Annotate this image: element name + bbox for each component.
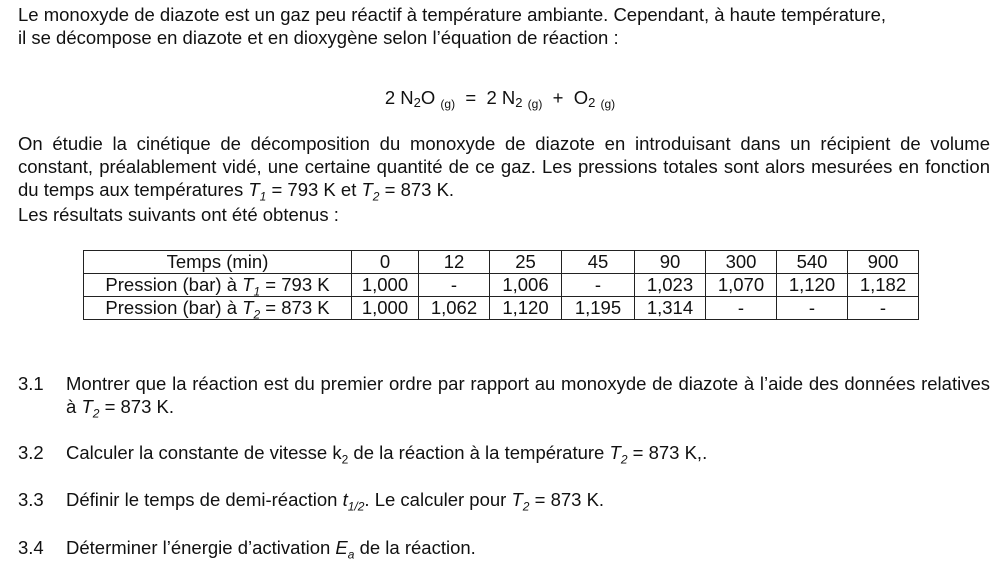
t1-value: = 793 K et [266, 179, 362, 200]
row-label-sub: 2 [253, 307, 261, 322]
pressure-cell: - [848, 297, 919, 320]
pressure-cell: - [706, 297, 777, 320]
eq-state-2: (g) [527, 97, 543, 111]
row-label-sub: 1 [253, 284, 261, 299]
question-symbol-sub: 1/2 [347, 499, 365, 514]
question-symbol: T [511, 489, 523, 510]
pressure-cell: 1,023 [635, 274, 706, 297]
pressure-cell: - [419, 274, 490, 297]
time-cell: 300 [706, 251, 777, 274]
question-number: 3.3 [18, 489, 44, 510]
question-text-part: Déterminer l’énergie d’activation [66, 537, 336, 558]
question-text-part: Définir le temps de demi-réaction [66, 489, 343, 510]
pressure-cell: 1,070 [706, 274, 777, 297]
question-symbol-sub: 2 [92, 406, 100, 421]
reaction-equation [0, 86, 1000, 116]
eq-state-1: (g) [440, 97, 456, 111]
table-header-row [84, 251, 919, 274]
question-text [66, 488, 990, 514]
time-cell: 25 [490, 251, 562, 274]
eq-reactant-sub: 2 [413, 95, 421, 110]
time-cell: 90 [635, 251, 706, 274]
eq-state-3: (g) [600, 97, 616, 111]
study-paragraph [18, 132, 990, 204]
intro-paragraph [18, 3, 990, 49]
rate-constant-sub: 2 [341, 452, 349, 467]
question-symbol: T [609, 442, 621, 463]
row-label-prefix: Pression (bar) à [105, 297, 243, 318]
t1-sub: 1 [259, 189, 267, 204]
pressure-cell: 1,000 [352, 274, 419, 297]
time-cell: 12 [419, 251, 490, 274]
header-label: Temps (min) [84, 251, 352, 274]
question-symbol-sub: 2 [620, 452, 628, 467]
row-label-suffix: = 793 K [260, 274, 330, 295]
question-text-part: de la réaction. [354, 537, 476, 558]
row-label-suffix: = 873 K [260, 297, 330, 318]
question-text [66, 372, 990, 421]
time-cell: 0 [352, 251, 419, 274]
question-text-part: de la réaction à la température [348, 442, 610, 463]
time-cell: 540 [777, 251, 848, 274]
question-symbol-sub: a [347, 547, 355, 562]
question-text-part: = 873 K,. [627, 442, 708, 463]
question-text-part: . Le calculer pour [364, 489, 512, 510]
eq-coef-2: 2 [486, 87, 497, 108]
pressure-cell: 1,195 [562, 297, 635, 320]
row-label [84, 297, 352, 320]
results-intro: Les résultats suivants ont été obtenus : [18, 204, 339, 225]
eq-coef-1: 2 [384, 87, 396, 108]
pressure-cell: - [777, 297, 848, 320]
pressure-cell: 1,314 [635, 297, 706, 320]
question-symbol: E [335, 537, 348, 558]
pressure-cell: 1,000 [352, 297, 419, 320]
question-text-part: Calculer la constante de vitesse k [66, 442, 342, 463]
t2-sub: 2 [372, 189, 380, 204]
row-label-prefix: Pression (bar) à [105, 274, 243, 295]
eq-reactant-tail: O [420, 87, 436, 108]
row-label [84, 274, 352, 297]
question-text-part: Montrer que la réaction est du premier ordre par rapport au monoxyde de diazote à l’aide des données relatives à [66, 373, 990, 417]
time-cell: 900 [848, 251, 919, 274]
table-row [84, 274, 919, 297]
question-number: 3.2 [18, 442, 44, 463]
row-label-symbol: T [242, 297, 254, 318]
intro-line-2: il se décompose en diazote et en dioxygène selon l’équation de réaction : [18, 27, 619, 48]
row-label-symbol: T [242, 274, 254, 295]
question-text-part: = 873 K. [99, 396, 175, 417]
eq-reactant: N [400, 87, 414, 108]
t2-symbol: T [361, 179, 373, 200]
eq-plus: + [552, 87, 564, 108]
intro-line-1: Le monoxyde de diazote est un gaz peu réactif à température ambiante. Cependant, à haute température, [18, 4, 887, 25]
question-symbol: T [81, 396, 93, 417]
pressure-cell: - [562, 274, 635, 297]
pressure-cell: 1,006 [490, 274, 562, 297]
question-text [66, 441, 990, 467]
study-text: On étudie la cinétique de décomposition du monoxyde de diazote en introduisant dans un récipient de volume constant, préalablement vidé, une certaine quantité de ce gaz. Les pressions totales sont alors mesurées en fonction du temps aux températures [18, 133, 990, 200]
eq-product-1-sub: 2 [515, 95, 523, 110]
t2-value: = 873 K. [379, 179, 455, 200]
eq-product-2-sub: 2 [588, 95, 596, 110]
eq-product-2: O [573, 87, 589, 108]
t1-symbol: T [248, 179, 260, 200]
eq-product-1: N [501, 87, 516, 108]
question-number: 3.1 [18, 373, 44, 394]
pressure-cell: 1,120 [777, 274, 848, 297]
pressure-table [83, 250, 919, 320]
question-number: 3.4 [18, 537, 44, 558]
question-symbol-sub: 2 [522, 499, 530, 514]
pressure-cell: 1,062 [419, 297, 490, 320]
pressure-cell: 1,120 [490, 297, 562, 320]
question-text-part: = 873 K. [529, 489, 605, 510]
question-symbol: t [342, 489, 348, 510]
time-cell: 45 [562, 251, 635, 274]
table-row [84, 297, 919, 320]
question-text [66, 536, 990, 562]
eq-equals: = [465, 87, 477, 108]
pressure-cell: 1,182 [848, 274, 919, 297]
